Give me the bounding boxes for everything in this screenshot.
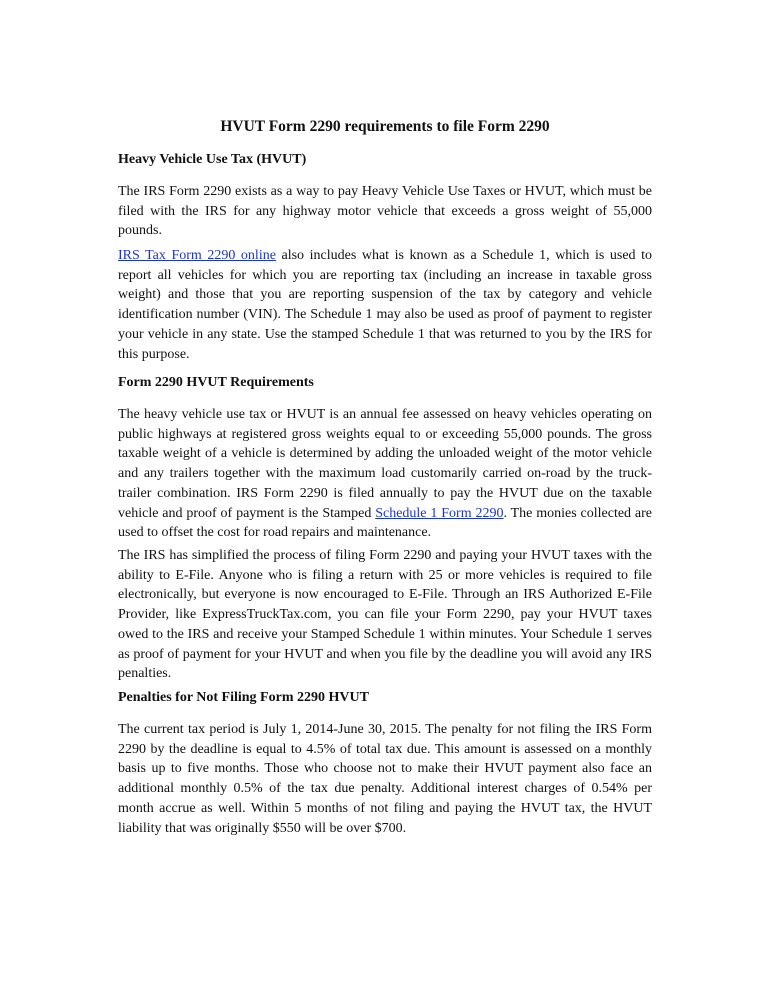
paragraph-schedule-1-text: also includes what is known as a Schedule 1, which is used to report all vehicles for which you are reporting tax (including an increase in taxable gross weight) and those that you are reporting suspension of the tax by category and vehicle identification number (VIN). The Schedule 1 may also be used as proof of payment to register your vehicle in any state. Use the stamped Schedule 1 that was returned to you by the IRS for this purpose. xyxy=(118,248,652,362)
section-heading-hvut: Heavy Vehicle Use Tax (HVUT) xyxy=(118,152,307,167)
schedule-1-form-2290-link[interactable]: Schedule 1 Form 2290 xyxy=(375,505,504,521)
paragraph-schedule-1 xyxy=(118,246,652,364)
page-title: HVUT Form 2290 requirements to file Form 2290 xyxy=(220,118,550,135)
paragraph-penalties: The current tax period is July 1, 2014-June 30, 2015. The penalty for not filing the IRS Form 2290 by the deadline is equal to 4.5% of total tax due. This amount is assessed on a monthly basis up to five months. Those who choose not to make their HVUT payment also face an additional monthly 0.5% of the tax due penalty. Additional interest charges of 0.54% per month accrue as well. Within 5 months of not filing and paying the HVUT tax, the HVUT liability that was originally $550 will be over $700. xyxy=(118,722,652,836)
paragraph-efile: The IRS has simplified the process of filing Form 2290 and paying your HVUT taxes with the ability to E-File. Anyone who is filing a return with 25 or more vehicles is required to file electronically, but everyone is now encouraged to E-File. Through an IRS Authorized E-File Provider, like ExpressTruckTax.com, you can file your Form 2290, pay your HVUT taxes owed to the IRS and receive your Stamped Schedule 1 within minutes. Your Schedule 1 serves as proof of payment for your HVUT and when you file by the deadline you will avoid any IRS penalties. xyxy=(118,548,652,682)
paragraph-hvut-intro: The IRS Form 2290 exists as a way to pay Heavy Vehicle Use Taxes or HVUT, which must be filed with the IRS for any highway motor vehicle that exceeds a gross weight of 55,000 pounds. xyxy=(118,184,652,239)
section-heading-requirements: Form 2290 HVUT Requirements xyxy=(118,375,314,390)
irs-tax-form-2290-online-link[interactable]: IRS Tax Form 2290 online xyxy=(118,248,276,263)
paragraph-requirements-text: The heavy vehicle use tax or HVUT is an annual fee assessed on heavy vehicles operating on public highways at registered gross weights equal to or exceeding 55,000 pounds. The gross taxable weight of a vehicle is determined by adding the unloaded weight of the motor vehicle and any trailers together with the maximum load customarily carried on-road by the truck-trailer combination. IRS Form 2290 is filed annually to pay the HVUT due on the taxable vehicle and proof of payment is the Stamped xyxy=(118,407,652,521)
paragraph-requirements xyxy=(118,405,652,543)
paragraph-requirements-text-end: . The monies collected are used to offset the cost for road repairs and maintenance. xyxy=(118,505,653,541)
section-heading-penalties: Penalties for Not Filing Form 2290 HVUT xyxy=(118,690,369,705)
